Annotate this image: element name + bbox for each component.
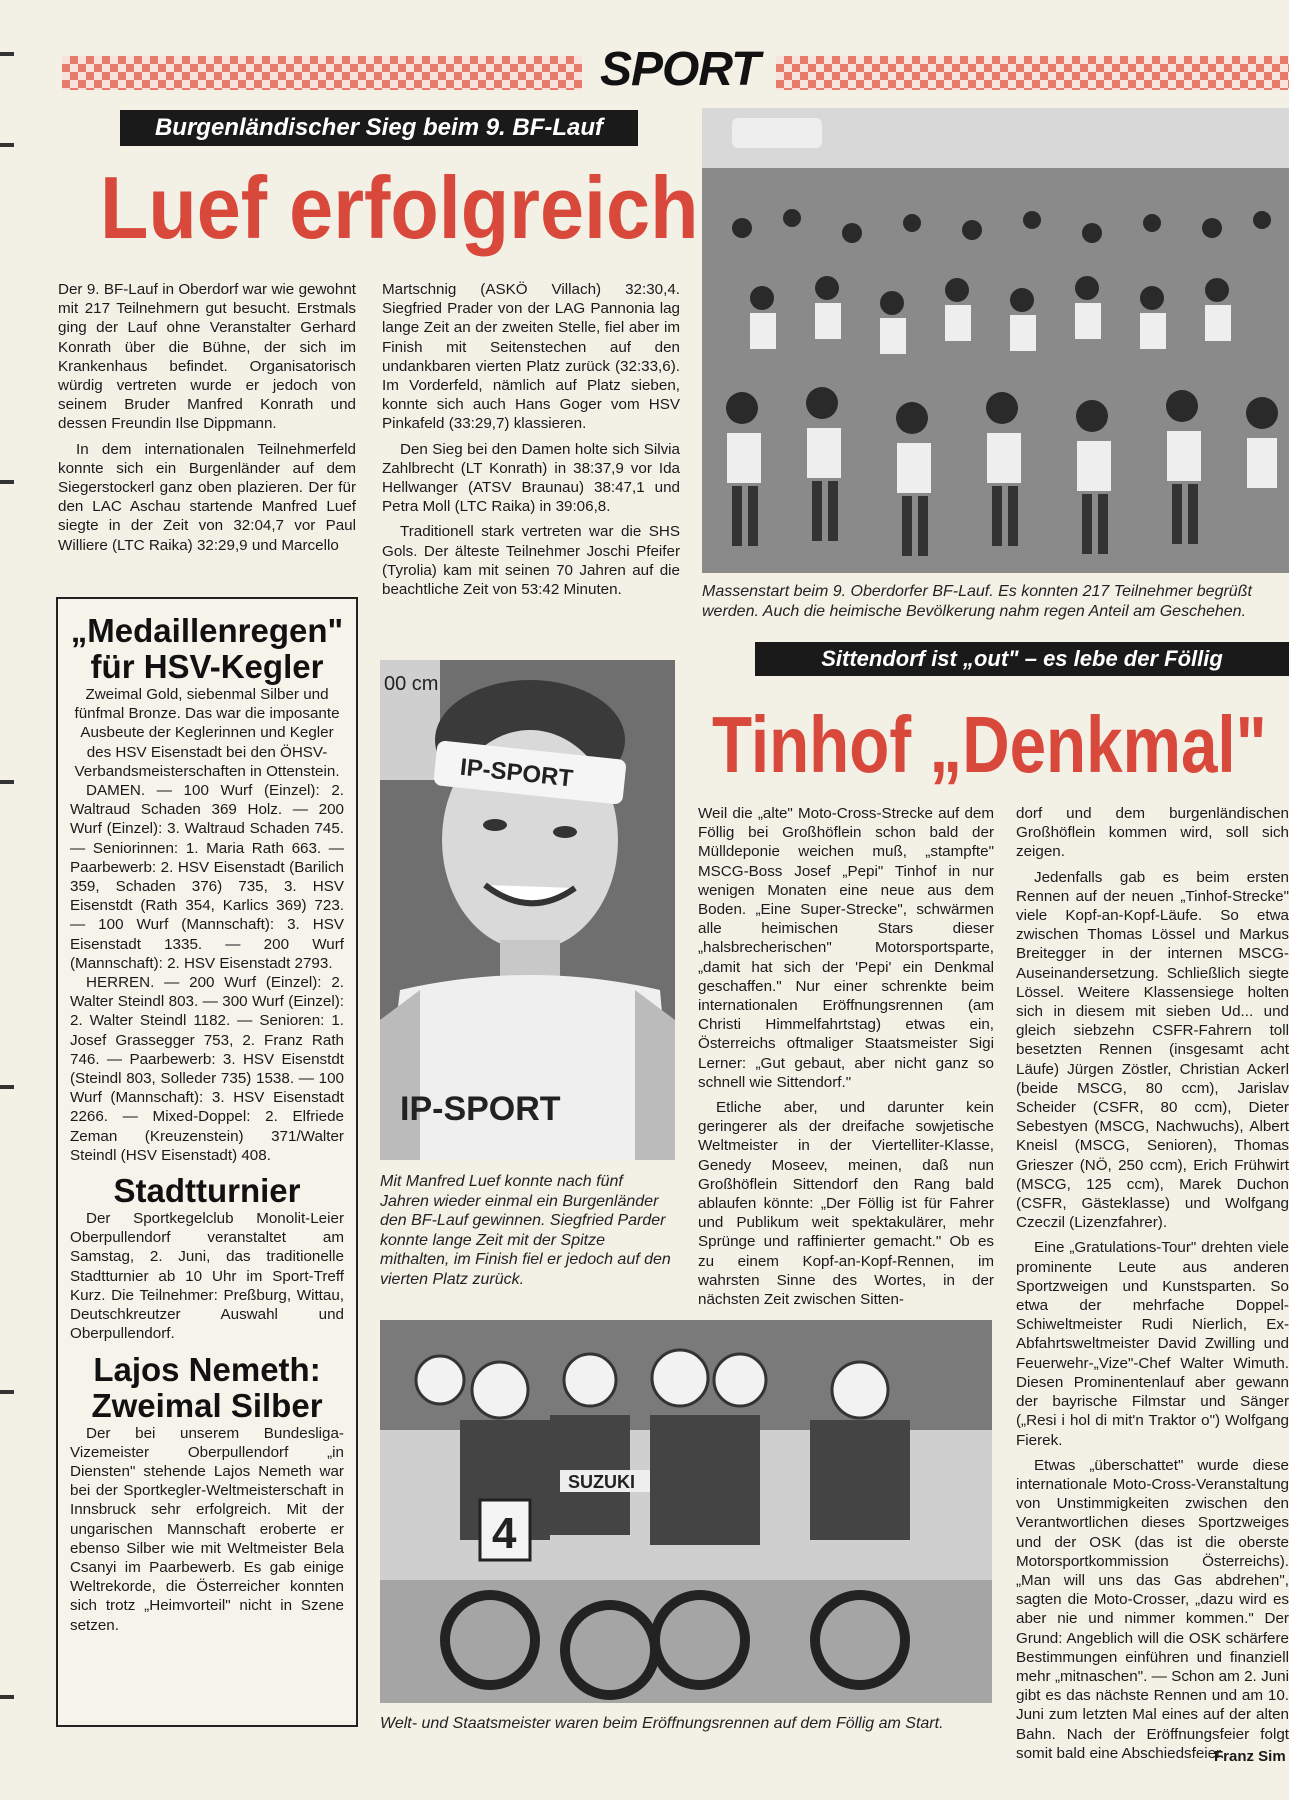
checker-band-right	[776, 56, 1289, 90]
runner-photo-caption: Mit Manfred Luef konnte nach fünf Jahren wieder einmal ein Burgenländer den BF-Lauf gewinnen. Siegfried Parder konnte lange Zeit mit der Spitze mithalten, im Finish fiel er jedoch auf den vierten Platz zurück.	[380, 1173, 671, 1288]
marathon-crowd-photo	[702, 108, 1289, 573]
kicker-bf-lauf: Burgenländischer Sieg beim 9. BF-Lauf	[120, 110, 638, 146]
sidebar-title-stadtturnier: Stadtturnier	[113, 1172, 301, 1210]
runner-illustration	[380, 660, 675, 1160]
bike-number: 4	[492, 1509, 517, 1558]
moto-p1: Weil die „alte" Moto-Cross-Strecke auf dem Föllig bei Großhöflein schon bald der Mülldeponie weichen muß, „stampfte" MSCG-Boss Josef „Pepi" Tinhof in nur wenigen Monaten eine neue aus dem Boden. „Eine Super-Strecke", schwärmen alle heimischen Stars dieser „halsbrecherischen" Motorsportsparte, „damit hat sich der 'Pepi' ein Denkmal geschaffen." Nur einer schrenkte beim internationalen Eröffnungsrennen (am Christi Himmelfahrtstag) etwas ein, Österreichs oftmaliger Staatsmeister Sigi Lerner: „Gut gebaut, aber nicht ganz so schnell wie Sittendorf."	[698, 805, 994, 1091]
main-p5: Traditionell stark vertreten war die SHS Gols. Der älteste Teilnehmer Joschi Pfeifer (Tyrolia) kam mit seinen 70 Jahren auf die beachtliche Zeit von 53:42 Minuten.	[382, 523, 680, 599]
margin-mark	[0, 1695, 14, 1699]
motocross-photo-caption: Welt- und Staatsmeister waren beim Eröffnungsrennen auf dem Föllig am Start.	[380, 1715, 944, 1732]
runner-portrait-photo	[380, 660, 675, 1160]
margin-mark	[0, 1390, 14, 1394]
jersey-text: SUZUKI	[568, 1472, 635, 1492]
main-p2: In dem internationalen Teilnehmerfeld konnte sich ein Burgenländer auf dem Siegerstockerl ganz oben plazieren. Der für den LAC Aschau startende Manfred Luef siegte in der Zeit von 32:04,7 vor Paul Williere (LTC Raika) 32:29,9 und Marcello	[58, 440, 356, 554]
crowd-illustration	[702, 108, 1289, 573]
section-title: SPORT	[600, 43, 760, 96]
margin-mark	[0, 143, 14, 147]
main-article-col2	[382, 280, 680, 599]
sidebar-p2: DAMEN. — 100 Wurf (Einzel): 2. Waltraud Schaden 369 Holz. — 200 Wurf (Einzel): 3. Waltraud Schaden 745. — Seniorinnen: 1. Maria Rath 663. — Paarbewerb: 2. HSV Eisenstadt (Barilich 359, Schaden 376) 735, 3. HSV Eisenstdt (Rath 354, Karlics 369) 723. — 100 Wurf (Mannschaft): 3. HSV Eisenstadt 1335. — 200 Wurf (Mannschaft): 2. HSV Eisenstadt 2793.	[70, 782, 344, 972]
sidebar-p5: Der bei unserem Bundesliga-Vizemeister Oberpullendorf „in Diensten" stehende Lajos Nemeth war bei der Sportkegler-Weltmeisterschaft in Innsbruck sehr erfolgreich. Mit der ungarischen Mannschaft eroberte er ebenso Silber wie mit Weltmeister Bela Csanyi im Paarbewerb. Es gab einige Weltrekorde, die Österreicher konnten sich trotz „Heimvorteil" nicht in Szene setzen.	[70, 1424, 344, 1634]
checker-band-left	[62, 56, 582, 90]
moto-p5: Eine „Gratulations-Tour" drehten viele prominente Leute aus anderen Sportzweigen und Kunstsparten. So etwa der mehrfache Doppel-Schiweltmeister Rudi Nierlich, Ex-Abfahrtsweltmeister David Zwilling und Feuerwehr-„Vize"-Chef Walter Wimuth. Diesen Prominentenlauf aber gewann der bayrische Filmstar und Sänger („Resi i hol di mit'n Traktor o") Wolfgang Fierek.	[1016, 1239, 1289, 1449]
headline-tinhof: Tinhof „Denkmal"	[712, 700, 1267, 789]
sidebar-p4: Der Sportkegelclub Monolit-Leier Oberpullendorf veranstaltet am Samstag, 2. Juni, das traditionelle Stadtturnier ab 10 Uhr im Sport-Treff Kurz. Die Teilnehmer: Preßburg, Wittau, Deutschkreutzer Auswahl und Oberpullendorf.	[70, 1210, 344, 1343]
sidebar-p1: Zweimal Gold, siebenmal Silber und fünfmal Bronze. Das war die imposante Ausbeute der Keglerinnen und Kegler des HSV Eisenstadt bei den ÖHSV-Verbandsmeisterschaften in Ottenstein.	[74, 686, 340, 780]
motocross-illustration	[380, 1320, 992, 1703]
crowd-photo-caption: Massenstart beim 9. Oberdorfer BF-Lauf. Es konnten 217 Teilnehmer begrüßt werden. Auch die heimische Bevölkerung nahm regen Anteil am Geschehen.	[702, 583, 1252, 620]
author-byline: Franz Sim	[1214, 1748, 1286, 1765]
kicker-sittendorf: Sittendorf ist „out" – es lebe der Föllig	[755, 642, 1289, 676]
moto-p3: dorf und dem burgenländischen Großhöflein kommen wird, soll sich zeigen.	[1016, 805, 1289, 861]
margin-mark	[0, 52, 14, 56]
headband-text: IP-SPORT	[458, 753, 575, 793]
moto-p2: Etliche aber, und darunter kein geringerer als der dreifache sowjetische Weltmeister in der Viertelliter-Klasse, Genedy Moseev, meinen, daß nun Großhöflein Sittendorf den Rang bald ablaufen könnte: „Der Föllig ist für Fahrer und Publikum weit spektakulärer, mehr Sprünge und raffinierter gemacht." Ob es zu einem Kopf-an-Kopf-Rennen, im wahrsten Sinne des Wortes, in der nächsten Zeit zwischen Sitten-	[698, 1099, 994, 1309]
sidebar-title-nemeth: Lajos Nemeth: Zweimal Silber	[91, 1350, 323, 1424]
margin-mark	[0, 780, 14, 784]
margin-mark	[0, 480, 14, 484]
sidebar-p3: HERREN. — 200 Wurf (Einzel): 2. Walter Steindl 803. — 300 Wurf (Einzel): 2. Walter Steindl 1182. — Senioren: 1. Josef Grassegger 753, 2. Franz Rath 746. — Paarbewerb: 3. HSV Eisenstdt (Steindl 803, Solleder 735) 1538. — 100 Wurf (Mannschaft): 3. HSV Eisenstadt 2266. — Mixed-Doppel: 2. Elfriede Zeman (Kreuzenstein) 371/Walter Steindl (HSV Eisenstadt) 408.	[70, 974, 344, 1164]
moto-p4: Jedenfalls gab es beim ersten Rennen auf der neuen „Tinhof-Strecke" viele Kopf-an-Kopf-Läufe. So etwa zwischen Thomas Lössel und Markus Breitegger in der internen MSCG-Auseinandersetzung. Schließlich siegte Lössel. Weitere Klassensiege holten sich in diesem mit sieben Ud... und gleich siebzehn CSFR-Fahrern toll besetzten Rennen (insgesamt acht Läufe) Jürgen Zöstler, Christian Ackerl (beide MSCG, 80 ccm), Jarislav Scheider (CSFR, 80 ccm), Dieter Sebestyen (MSCG, Nachwuchs), Albert Kneisl (MSCG, Senioren), Thomas Grieszer (NÖ, 250 ccm), Erich Frühwirt (MSCG, 125 ccm), Marek Duchon (CSFR, Gästeklasse) und Wolfgang Czeczil (Lizenzfahrer).	[1016, 868, 1289, 1232]
main-p1: Der 9. BF-Lauf in Oberdorf war wie gewohnt mit 217 Teilnehmern gut besucht. Erstmals ging der Lauf ohne Veranstalter Gerhard Konrath über die Bühne, der sich im Krankenhaus befindet. Organisatorisch würdig vertreten wurde er jedoch von seinem Bruder Manfred Konrath und dessen Freundin Ilse Dippmann.	[58, 281, 356, 433]
main-article-col1	[58, 280, 356, 555]
moto-article-col1	[698, 804, 994, 1309]
sidebar-title-medaillenregen: „Medaillenregen" für HSV-Kegler	[70, 612, 344, 685]
sidebar-kegler-box	[56, 597, 358, 1727]
shirt-text: IP-SPORT	[400, 1090, 561, 1128]
main-p3: Martschnig (ASKÖ Villach) 32:30,4. Siegfried Prader von der LAG Pannonia lag lange Zeit an der zweiten Stelle, fiel aber im Finish mit Seitenstechen auf den undankbaren vierten Platz zurück (32:33,6). Im Vorderfeld, nämlich auf Platz sieben, konnte sich auch Hans Goger vom HSV Pinkafeld (33:29,7) klassieren.	[382, 281, 680, 433]
headline-luef: Luef erfolgreich	[100, 158, 699, 257]
main-p4: Den Sieg bei den Damen holte sich Silvia Zahlbrecht (LT Konrath) in 38:37,9 vor Ida Hellwanger (ATSV Braunau) 38:47,1 und Petra Moll (LTC Raika) in 39:06,8.	[382, 440, 680, 516]
moto-p6: Etwas „überschattet" wurde diese internationale Moto-Cross-Veranstaltung von Unstimmigkeiten zwischen den Verantwortlichen dieses Sportzweiges und der OSK (das ist die oberste Motorsportkommission Österreichs). „Man will uns das Gas abdrehen", sagten die Moto-Crosser, „dazu wird es aber nie und nimmer kommen." Der Grund: Angeblich will die OSK schärfere Bestimmungen einführen und finanziell mehr „mitnaschen". — Schon am 2. Juni gibt es das nächste Rennen und am 10. Juni zum letzten Mal eines auf der alten Bahn. Nach der Eröffnungsfeier folgt somit bald eine Abschiedsfeier.	[1016, 1456, 1289, 1762]
margin-mark	[0, 1085, 14, 1089]
motocross-photo	[380, 1320, 992, 1703]
runner-sign-text: 00 cm	[384, 673, 439, 695]
